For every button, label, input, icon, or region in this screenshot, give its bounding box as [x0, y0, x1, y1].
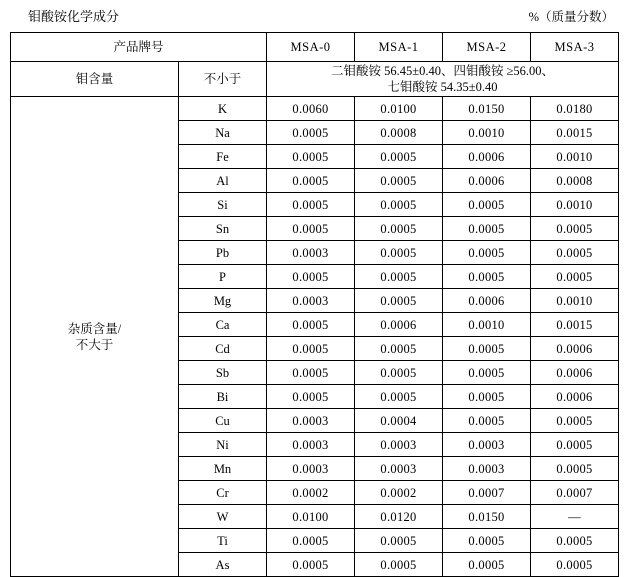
- impurity-value: 0.0005: [355, 217, 443, 241]
- impurity-value: 0.0002: [355, 481, 443, 505]
- impurity-value: 0.0005: [355, 241, 443, 265]
- impurity-value: 0.0005: [531, 217, 619, 241]
- impurity-content-label: [11, 97, 179, 577]
- impurity-value: 0.0005: [267, 385, 355, 409]
- impurity-value: 0.0005: [355, 529, 443, 553]
- impurity-value: 0.0005: [531, 433, 619, 457]
- impurity-value: 0.0005: [267, 529, 355, 553]
- element-symbol: Sn: [179, 217, 267, 241]
- caption-title: 钼酸铵化学成分: [28, 9, 120, 24]
- impurity-value: 0.0010: [531, 193, 619, 217]
- impurity-value: 0.0006: [531, 385, 619, 409]
- impurity-value: 0.0005: [443, 337, 531, 361]
- impurity-value: 0.0003: [267, 433, 355, 457]
- impurity-value: 0.0005: [267, 193, 355, 217]
- impurity-value: 0.0005: [355, 337, 443, 361]
- impurity-value: 0.0003: [443, 433, 531, 457]
- impurity-value: 0.0005: [443, 193, 531, 217]
- impurity-value: 0.0005: [355, 193, 443, 217]
- element-symbol: Fe: [179, 145, 267, 169]
- impurity-value: 0.0006: [443, 169, 531, 193]
- impurity-value: 0.0005: [531, 457, 619, 481]
- impurity-value: 0.0005: [531, 241, 619, 265]
- impurity-value: 0.0150: [443, 97, 531, 121]
- impurity-value: 0.0005: [355, 361, 443, 385]
- impurity-value: 0.0003: [355, 457, 443, 481]
- impurity-value: 0.0060: [267, 97, 355, 121]
- header-brand-label: 产品牌号: [11, 33, 267, 62]
- impurity-value: 0.0005: [267, 313, 355, 337]
- element-symbol: Ca: [179, 313, 267, 337]
- impurity-value: 0.0003: [267, 241, 355, 265]
- impurity-value: 0.0006: [443, 289, 531, 313]
- element-symbol: Na: [179, 121, 267, 145]
- impurity-value: 0.0007: [531, 481, 619, 505]
- impurity-value: 0.0008: [531, 169, 619, 193]
- impurity-value: 0.0005: [443, 385, 531, 409]
- impurity-value: 0.0003: [443, 457, 531, 481]
- molybdenum-content-row: [11, 62, 619, 97]
- element-symbol: Si: [179, 193, 267, 217]
- element-symbol: Mg: [179, 289, 267, 313]
- impurity-value: 0.0120: [355, 505, 443, 529]
- impurity-value: 0.0005: [355, 289, 443, 313]
- table-caption: [10, 8, 618, 26]
- element-symbol: K: [179, 97, 267, 121]
- impurity-value: 0.0005: [443, 553, 531, 577]
- impurity-value: 0.0005: [267, 217, 355, 241]
- impurity-value: 0.0100: [267, 505, 355, 529]
- impurity-value: 0.0005: [267, 361, 355, 385]
- impurity-value: 0.0005: [267, 337, 355, 361]
- table-header-row: [11, 33, 619, 62]
- impurity-value: 0.0005: [531, 553, 619, 577]
- impurity-value: 0.0010: [531, 289, 619, 313]
- impurity-label-line2: 不大于: [75, 337, 114, 352]
- element-symbol: As: [179, 553, 267, 577]
- header-grade-0: MSA-0: [267, 33, 355, 62]
- element-symbol: Ni: [179, 433, 267, 457]
- element-symbol: Cu: [179, 409, 267, 433]
- element-symbol: Cd: [179, 337, 267, 361]
- impurity-value: 0.0006: [531, 361, 619, 385]
- molybdenum-value: [267, 62, 619, 97]
- impurity-value: 0.0005: [443, 265, 531, 289]
- element-symbol: W: [179, 505, 267, 529]
- impurity-value: 0.0006: [443, 145, 531, 169]
- impurity-value: —: [531, 505, 619, 529]
- impurity-value: 0.0003: [355, 433, 443, 457]
- impurity-value: 0.0003: [267, 409, 355, 433]
- impurity-value: 0.0150: [443, 505, 531, 529]
- impurity-value: 0.0005: [443, 409, 531, 433]
- header-grade-1: MSA-1: [355, 33, 443, 62]
- element-symbol: Sb: [179, 361, 267, 385]
- impurity-value: 0.0100: [355, 97, 443, 121]
- element-symbol: Bi: [179, 385, 267, 409]
- impurity-value: 0.0005: [267, 145, 355, 169]
- impurity-value: 0.0005: [443, 361, 531, 385]
- molybdenum-value-line2: 七钼酸铵 54.35±0.40: [387, 80, 498, 94]
- element-symbol: Mn: [179, 457, 267, 481]
- impurity-value: 0.0005: [355, 265, 443, 289]
- impurity-value: 0.0010: [443, 313, 531, 337]
- element-symbol: P: [179, 265, 267, 289]
- impurity-value: 0.0005: [355, 385, 443, 409]
- impurity-value: 0.0005: [355, 553, 443, 577]
- impurity-value: 0.0015: [531, 121, 619, 145]
- header-grade-2: MSA-2: [443, 33, 531, 62]
- impurity-value: 0.0005: [531, 265, 619, 289]
- molybdenum-value-line1: 二钼酸铵 56.45±0.40、四钼酸铵 ≥56.00、: [330, 64, 555, 78]
- chemical-composition-table: [10, 32, 619, 577]
- element-symbol: Pb: [179, 241, 267, 265]
- molybdenum-operator: 不小于: [179, 62, 267, 97]
- impurity-value: 0.0005: [267, 553, 355, 577]
- impurity-value: 0.0005: [355, 169, 443, 193]
- impurity-value: 0.0002: [267, 481, 355, 505]
- impurity-label-line1: 杂质含量/: [67, 321, 122, 336]
- molybdenum-label: 钼含量: [11, 62, 179, 97]
- impurity-value: 0.0005: [443, 217, 531, 241]
- impurity-value: 0.0005: [443, 241, 531, 265]
- impurity-value: 0.0005: [267, 265, 355, 289]
- element-symbol: Al: [179, 169, 267, 193]
- impurity-value: 0.0005: [531, 409, 619, 433]
- impurity-value: 0.0005: [355, 145, 443, 169]
- header-grade-3: MSA-3: [531, 33, 619, 62]
- impurity-value: 0.0010: [443, 121, 531, 145]
- impurity-value: 0.0180: [531, 97, 619, 121]
- element-symbol: Cr: [179, 481, 267, 505]
- impurity-value: 0.0010: [531, 145, 619, 169]
- element-symbol: Ti: [179, 529, 267, 553]
- impurity-value: 0.0015: [531, 313, 619, 337]
- impurity-value: 0.0006: [355, 313, 443, 337]
- impurity-value: 0.0007: [443, 481, 531, 505]
- impurity-value: 0.0005: [267, 169, 355, 193]
- impurity-value: 0.0004: [355, 409, 443, 433]
- impurity-value: 0.0003: [267, 457, 355, 481]
- impurity-value: 0.0008: [355, 121, 443, 145]
- impurity-value: 0.0003: [267, 289, 355, 313]
- table-row: [11, 97, 619, 121]
- impurity-value: 0.0005: [531, 529, 619, 553]
- impurity-value: 0.0006: [531, 337, 619, 361]
- impurity-value: 0.0005: [267, 121, 355, 145]
- impurity-value: 0.0005: [443, 529, 531, 553]
- caption-unit: %（质量分数）: [528, 10, 614, 24]
